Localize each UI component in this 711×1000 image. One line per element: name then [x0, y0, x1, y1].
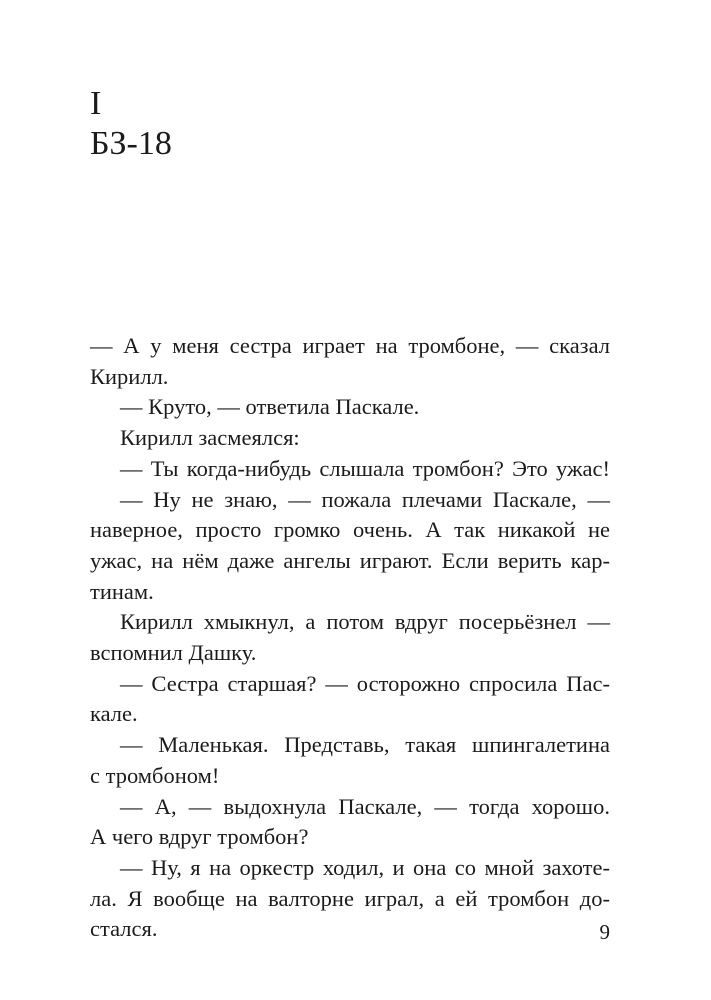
text-line: — Сестра старшая? — осторожно спросила Пас- [120, 670, 610, 696]
page-number: 9 [599, 920, 610, 944]
text-line: — Ну, я на оркестр ходил, и она со мной захоте- [120, 854, 610, 880]
chapter-title: БЗ-18 [90, 125, 172, 162]
text-line: — Маленькая. Представь, такая шпингалетина [120, 732, 610, 758]
text-line: А чего вдруг тромбон? [90, 824, 309, 850]
text-line: — Круто, — ответила Паскале. [120, 394, 420, 420]
text-line: — Ты когда-нибудь слышала тромбон? Это ужас! [120, 455, 610, 481]
text-line: Кирилл. [90, 363, 169, 389]
chapter-number: I [90, 85, 102, 122]
text-line: Кирилл хмыкнул, а потом вдруг посерьёзнел — [120, 609, 610, 635]
text-line: ла. Я вообще на валторне играл, а ей тромбон до- [90, 885, 610, 911]
text-line: Кирилл засмеялся: [120, 425, 300, 451]
text-line: стался. [90, 916, 158, 942]
text-line: тинам. [90, 578, 154, 604]
text-line: вспомнил Дашку. [90, 640, 257, 666]
text-line: — А у меня сестра играет на тромбоне, — сказал [90, 333, 610, 358]
text-line: с тромбоном! [90, 762, 220, 788]
text-line: — Ну не знаю, — пожала плечами Паскале, — [120, 486, 610, 512]
text-line: — А, — выдохнула Паскале, — тогда хорошо. [120, 793, 610, 819]
text-line: наверное, просто громко очень. А так никакой не [90, 517, 610, 543]
text-line: ужас, на нём даже ангелы играют. Если верить кар- [90, 547, 610, 573]
chapter-text [90, 331, 610, 945]
text-line: кале. [90, 701, 138, 727]
